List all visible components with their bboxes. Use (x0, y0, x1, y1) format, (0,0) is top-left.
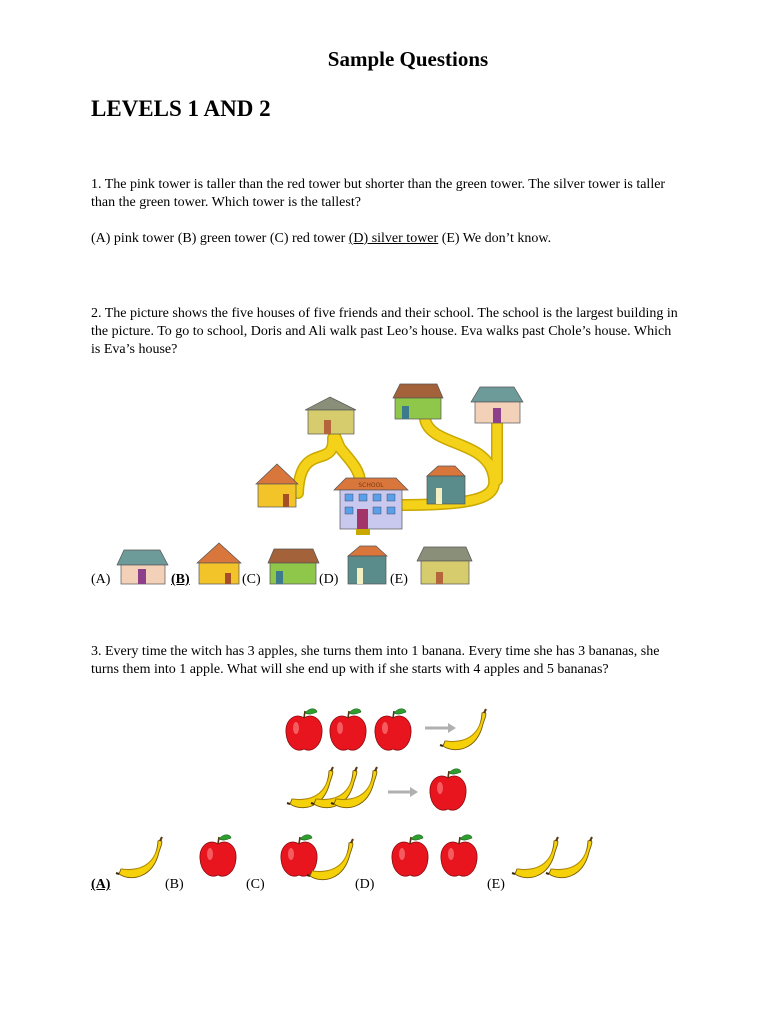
option-d-apple-icon (392, 835, 428, 876)
apple-icon (286, 709, 322, 750)
q1-option-d-answer: (D) silver tower (348, 231, 439, 246)
option-c-apple-icon (281, 835, 317, 876)
q2-label-b-answer: (B) (171, 572, 190, 587)
q2-label-c: (C) (242, 572, 261, 587)
school-sign: SCHOOL (358, 482, 384, 489)
q1-option-c: (C) red tower (269, 231, 346, 246)
arrow-right-icon (425, 723, 456, 733)
option-b-apple-icon (200, 835, 236, 876)
apple-icon (375, 709, 411, 750)
q1-option-a: (A) pink tower (91, 231, 175, 246)
q3-label-b: (B) (165, 877, 184, 892)
arrow-right-icon (388, 787, 418, 797)
question-3-text: 3. Every time the witch has 3 apples, she turns them into 1 banana. Every time she has 3 bananas, she turns them into 1 apple. What will she end up with if she starts with 4 apples and 5 bananas? (91, 644, 660, 677)
question-1-text: 1. The pink tower is taller than the red tower but shorter than the green tower. The silver tower is taller than the green tower. Which tower is the tallest? (91, 177, 666, 210)
q1-option-e: (E) We don’t know. (441, 231, 552, 246)
q1-option-b: (B) green tower (177, 231, 267, 246)
option-d-apple-icon (441, 835, 477, 876)
option-a-banana-icon (116, 837, 162, 878)
question-2-text: 2. The picture shows the five houses of five friends and their school. The school is the largest building in the picture. To go to school, Doris and Ali walk past Leo’s house. Eva walks past Chole’s house. Which is Eva’s house? (91, 306, 678, 357)
q2-label-a: (A) (91, 572, 111, 587)
q2-label-e: (E) (390, 572, 408, 587)
section-heading: LEVELS 1 AND 2 (91, 96, 271, 121)
q3-label-e: (E) (487, 877, 505, 892)
document-title: Sample Questions (327, 47, 489, 71)
apple-icon (430, 769, 466, 810)
apple-icon (330, 709, 366, 750)
q3-label-a-answer: (A) (91, 877, 111, 892)
q3-label-d: (D) (355, 877, 375, 892)
q3-label-c: (C) (246, 877, 265, 892)
q2-label-d: (D) (319, 572, 339, 587)
